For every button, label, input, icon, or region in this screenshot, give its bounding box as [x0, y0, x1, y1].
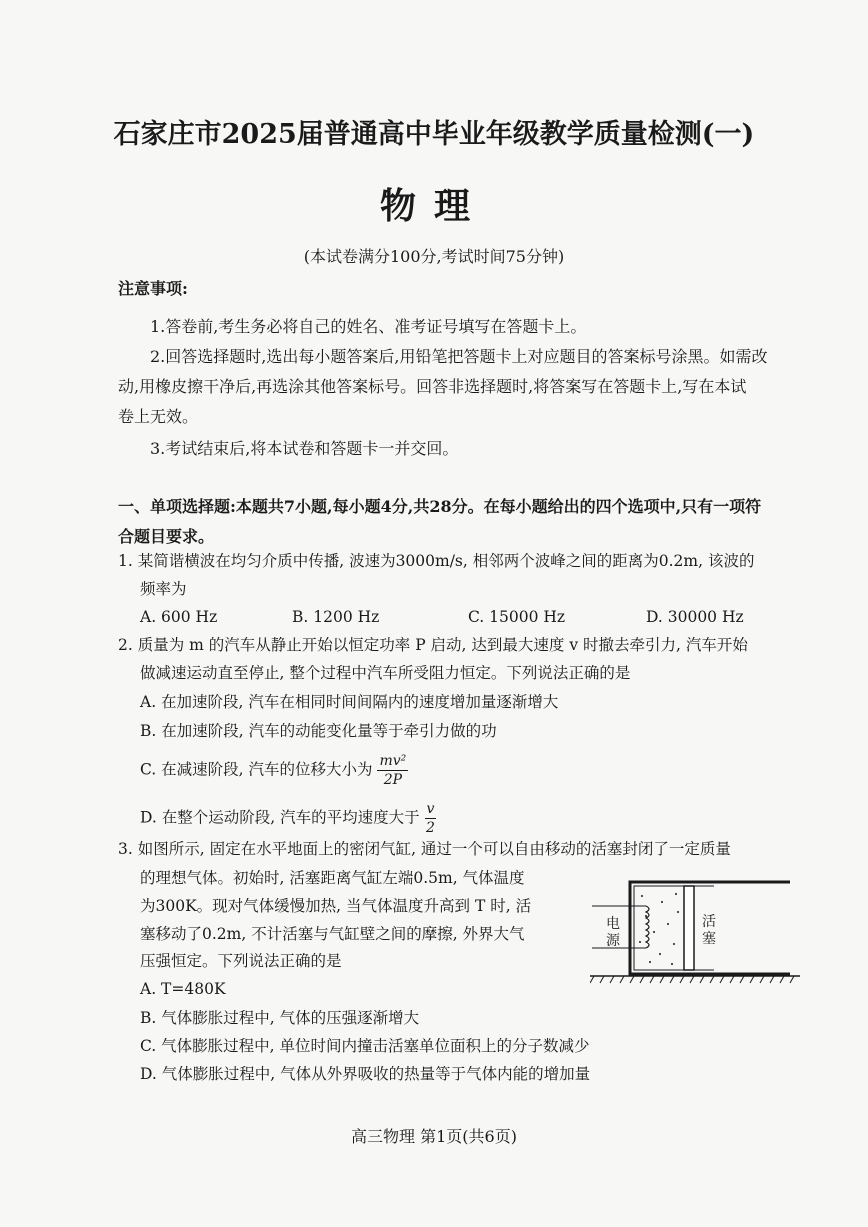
exam-info: (本试卷满分100分,考试时间75分钟)	[303, 247, 565, 266]
q1-stem-1: 1. 某简谐横波在均匀介质中传播, 波速为3000m/s, 相邻两个波峰之间的距离为0.2m, 该波的	[118, 552, 755, 570]
notice-item-2-cont: 动,用橡皮擦干净后,再选涂其他答案标号。回答非选择题时,将答案写在答题卡上,写在本试	[118, 377, 747, 396]
notice-item-1: 1.答卷前,考生务必将自己的姓名、准考证号填写在答题卡上。	[150, 317, 587, 336]
subject-title: 物理	[379, 185, 488, 227]
q1-option-c: C. 15000 Hz	[468, 608, 566, 626]
q1-option-d: D. 30000 Hz	[646, 608, 744, 626]
q2-stem-2: 做减速运动直至停止, 整个过程中汽车所受阻力恒定。下列说法正确的是	[140, 664, 631, 682]
fraction-numerator: mv²	[379, 753, 407, 769]
piston-label-2: 塞	[702, 931, 716, 947]
fraction-denominator: 2	[426, 820, 435, 836]
notice-heading: 注意事项:	[118, 279, 188, 298]
q2-option-d	[140, 800, 436, 837]
ground-hatching	[590, 976, 794, 983]
section-line-2: 合题目要求。	[118, 527, 215, 546]
piston	[684, 886, 694, 970]
q1-stem-2: 频率为	[140, 580, 187, 598]
q2-stem-1: 2. 质量为 m 的汽车从静止开始以恒定功率 P 启动, 达到最大速度 v 时撤去牵引力, 汽车开始	[118, 636, 748, 654]
piston-label-1: 活	[702, 914, 716, 930]
q2-option-c-fraction	[377, 752, 408, 789]
q1-option-a: A. 600 Hz	[140, 608, 218, 626]
q3-stem-2: 的理想气体。初始时, 活塞距离气缸左端0.5m, 气体温度	[140, 869, 525, 887]
notice-item-2: 2.回答选择题时,选出每小题答案后,用铅笔把答题卡上对应题目的答案标号涂黑。如需改	[150, 347, 768, 366]
section-line-1: 一、单项选择题:本题共7小题,每小题4分,共28分。在每小题给出的四个选项中,只有一项符	[118, 497, 762, 516]
q2-option-d-text: D. 在整个运动阶段, 汽车的平均速度大于	[140, 808, 420, 827]
power-label-2: 源	[606, 933, 620, 949]
q2-option-b: B. 在加速阶段, 汽车的动能变化量等于牵引力做的功	[140, 722, 497, 740]
exam-title: 石家庄市2025届普通高中毕业年级教学质量检测(一)	[113, 119, 755, 150]
q3-stem-4: 塞移动了0.2m, 不计活塞与气缸壁之间的摩擦, 外界大气	[140, 925, 525, 943]
q3-option-d: D. 气体膨胀过程中, 气体从外界吸收的热量等于气体内能的增加量	[140, 1065, 591, 1083]
heater-coil	[646, 906, 649, 948]
notice-item-3: 3.考试结束后,将本试卷和答题卡一并交回。	[150, 439, 459, 458]
q2-option-d-fraction	[425, 800, 437, 837]
q2-option-c	[140, 752, 408, 789]
power-label-1: 电	[606, 916, 620, 932]
q3-stem-3: 为300K。现对气体缓慢加热, 当气体温度升高到 T 时, 活	[140, 897, 532, 915]
q3-stem-1: 3. 如图所示, 固定在水平地面上的密闭气缸, 通过一个可以自由移动的活塞封闭了一定质量	[118, 840, 731, 858]
q3-stem-5: 压强恒定。下列说法正确的是	[140, 952, 342, 970]
section-heading	[118, 492, 798, 552]
fraction-denominator: 2P	[383, 772, 403, 788]
q2-option-c-text: C. 在减速阶段, 汽车的位移大小为	[140, 760, 373, 779]
notice-item-2-end: 卷上无效。	[118, 407, 199, 426]
cylinder-piston-figure	[590, 872, 800, 987]
page-footer: 高三物理 第1页(共6页)	[351, 1127, 517, 1146]
fraction-numerator: v	[426, 801, 435, 817]
q1-option-b: B. 1200 Hz	[292, 608, 380, 626]
q3-option-a: A. T=480K	[140, 980, 226, 998]
q3-option-c: C. 气体膨胀过程中, 单位时间内撞击活塞单位面积上的分子数减少	[140, 1037, 590, 1055]
q2-option-a: A. 在加速阶段, 汽车在相同时间间隔内的速度增加量逐渐增大	[140, 693, 559, 711]
gas-particles	[639, 893, 679, 965]
q3-option-b: B. 气体膨胀过程中, 气体的压强逐渐增大	[140, 1009, 420, 1027]
